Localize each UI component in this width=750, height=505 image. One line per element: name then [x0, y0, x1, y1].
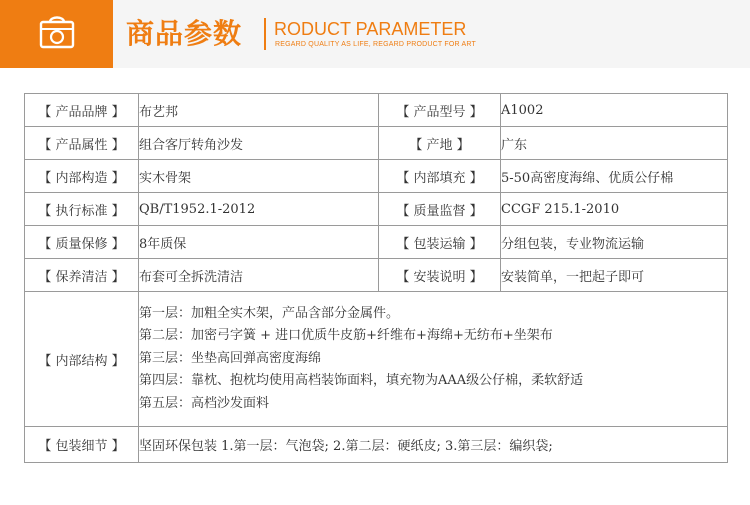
- table-row: [25, 94, 728, 127]
- structure-layer-4: 第四层：靠枕、抱枕均使用高档装饰面料，填充物为AAA级公仔棉，柔软舒适: [139, 373, 584, 389]
- param-label: 【 质量保修 】: [25, 226, 139, 259]
- param-label: 【 保养清洁 】: [25, 259, 139, 292]
- param-label: 【 产地 】: [379, 127, 501, 160]
- structure-layer-2: 第二层：加密弓字簧 + 进口优质牛皮筋+纤维布+海绵+无纺布+坐架布: [139, 328, 553, 344]
- structure-layer-5: 第五层：高档沙发面料: [139, 395, 270, 411]
- table-row-packing: [25, 427, 728, 463]
- param-label: 【 产品品牌 】: [25, 94, 139, 127]
- structure-layer-1: 第一层：加粗全实木架，产品含部分金属件。: [139, 305, 400, 321]
- param-value: 8年质保: [139, 226, 379, 259]
- param-value: CCGF 215.1-2010: [501, 193, 728, 226]
- packing-label: 【 包装细节 】: [25, 427, 139, 463]
- page-title: 商品参数: [126, 17, 243, 50]
- table-row: [25, 160, 728, 193]
- table-row: [25, 127, 728, 160]
- param-value: 布艺邦: [139, 94, 379, 127]
- camera-icon: [39, 13, 75, 51]
- packing-details: 坚固环保包装 1.第一层：气泡袋; 2.第二层：硬纸皮; 3.第三层：编织袋;: [139, 427, 728, 463]
- title-divider: [264, 18, 266, 50]
- header-icon-box: [0, 0, 113, 68]
- param-value: 分组包装，专业物流运输: [501, 226, 728, 259]
- param-value: 布套可全拆洗清洁: [139, 259, 379, 292]
- param-label: 【 内部构造 】: [25, 160, 139, 193]
- param-value: 广东: [501, 127, 728, 160]
- param-label: 【 内部填充 】: [379, 160, 501, 193]
- param-value: 实木骨架: [139, 160, 379, 193]
- table-row: [25, 259, 728, 292]
- param-value: QB/T1952.1-2012: [139, 193, 379, 226]
- param-label: 【 执行标准 】: [25, 193, 139, 226]
- param-label: 【 包装运输 】: [379, 226, 501, 259]
- param-label: 【 质量监督 】: [379, 193, 501, 226]
- structure-label: 【 内部结构 】: [25, 292, 139, 427]
- table-row: [25, 226, 728, 259]
- page-subtitle-en: REGARD QUALITY AS LIFE, REGARD PRODUCT FOR ART: [275, 41, 476, 48]
- param-value: A1002: [501, 94, 728, 127]
- header-banner: [0, 0, 750, 68]
- structure-details: [139, 292, 728, 427]
- page-title-en: RODUCT PARAMETER: [274, 19, 467, 39]
- table-row-structure: [25, 292, 728, 427]
- structure-layer-3: 第三层：坐垫高回弹高密度海绵: [139, 350, 322, 366]
- parameter-table: [24, 93, 728, 463]
- param-label: 【 产品型号 】: [379, 94, 501, 127]
- table-row: [25, 193, 728, 226]
- param-value: 安装简单，一把起子即可: [501, 259, 728, 292]
- param-value: 组合客厅转角沙发: [139, 127, 379, 160]
- param-label: 【 产品属性 】: [25, 127, 139, 160]
- param-label: 【 安装说明 】: [379, 259, 501, 292]
- param-value: 5-50高密度海绵、优质公仔棉: [501, 160, 728, 193]
